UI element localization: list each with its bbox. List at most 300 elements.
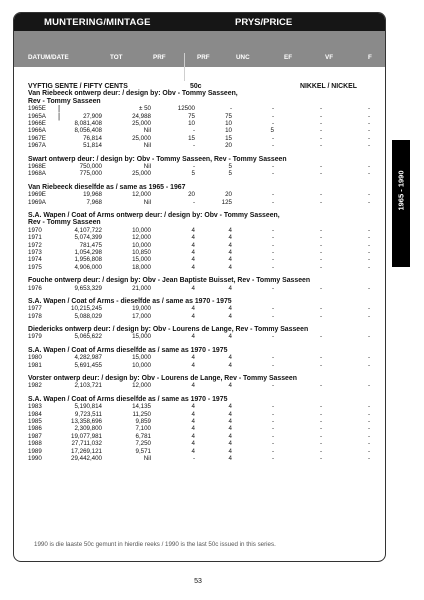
row-price-ef: - xyxy=(271,142,274,150)
row-price-prf: 4 xyxy=(191,447,195,455)
row-price-unc: 4 xyxy=(228,226,232,234)
row-price-prf: - xyxy=(192,127,195,135)
row-price-vf: - xyxy=(319,418,322,426)
row-price-vf: - xyxy=(319,142,322,150)
table-row xyxy=(28,455,378,462)
row-price-prf: 75 xyxy=(188,112,195,120)
table-row xyxy=(28,163,378,170)
row-price-vf: - xyxy=(319,134,322,142)
row-price-ef: - xyxy=(271,263,274,271)
row-price-f: - xyxy=(367,425,370,433)
row-price-ef: - xyxy=(271,241,274,249)
row-proof-mintage: 21,000 xyxy=(132,284,151,292)
row-price-ef: - xyxy=(271,234,274,242)
row-price-ef: - xyxy=(271,354,274,362)
row-price-f: - xyxy=(367,170,370,178)
row-price-unc: 4 xyxy=(228,432,232,440)
section-title: S.A. Wapen / Coat of Arms ontwerp deur: / design by: Obv - Tommy Sasseen, xyxy=(28,211,280,219)
table-row xyxy=(28,313,378,320)
row-price-unc: 4 xyxy=(228,403,232,411)
row-price-ef: - xyxy=(271,191,274,199)
row-price-unc: 4 xyxy=(228,263,232,271)
row-proof-mintage: 10,850 xyxy=(132,248,151,256)
row-price-unc: - xyxy=(229,105,232,113)
row-total-mintage: 5,074,399 xyxy=(74,234,102,242)
row-total-mintage: 9,653,329 xyxy=(74,284,102,292)
row-price-f: - xyxy=(367,354,370,362)
row-proof-mintage: 25,000 xyxy=(132,134,151,142)
row-price-ef: - xyxy=(271,361,274,369)
row-total-mintage: 27,909 xyxy=(83,112,102,120)
side-tab-label: 1965 - 1990 xyxy=(396,170,406,211)
row-price-prf: 4 xyxy=(191,410,195,418)
bracket-mark: | xyxy=(58,104,61,114)
row-price-unc: 4 xyxy=(228,410,232,418)
row-date: 1969A xyxy=(28,198,46,206)
row-total-mintage: 5,691,455 xyxy=(74,361,102,369)
row-price-unc: 4 xyxy=(228,284,232,292)
row-total-mintage: 1,956,808 xyxy=(74,256,102,264)
row-price-unc: 4 xyxy=(228,425,232,433)
coin-title: VYFTIG SENTE / FIFTY CENTS xyxy=(28,83,128,90)
table-row xyxy=(28,305,378,312)
row-date: 1974 xyxy=(28,256,42,264)
row-date: 1967A xyxy=(28,142,46,150)
row-date: 1986 xyxy=(28,425,42,433)
mintage-title: MUNTERING/MINTAGE xyxy=(44,17,151,28)
row-proof-mintage: 12,000 xyxy=(132,191,151,199)
row-price-prf: 4 xyxy=(191,440,195,448)
row-price-vf: - xyxy=(319,361,322,369)
row-price-prf: 4 xyxy=(191,418,195,426)
row-price-unc: 75 xyxy=(225,112,232,120)
row-price-prf: 4 xyxy=(191,333,195,341)
row-proof-mintage: Nil xyxy=(143,455,151,462)
row-price-ef: - xyxy=(271,333,274,341)
table-row xyxy=(28,191,378,198)
section-title: Swart ontwerp deur: / design by: Obv - Tommy Sasseen, Rev - Tommy Sasseen xyxy=(28,155,287,163)
col-tot: TOT xyxy=(110,54,123,61)
table-row xyxy=(28,234,378,241)
row-price-unc: 4 xyxy=(228,333,232,341)
row-price-vf: - xyxy=(319,127,322,135)
table-row xyxy=(28,135,378,142)
row-proof-mintage: 25,000 xyxy=(132,120,151,127)
row-price-f: - xyxy=(367,256,370,264)
row-date: 1987 xyxy=(28,432,42,440)
section-title: S.A. Wapen / Coat of Arms dieselfde as / same as 1970 - 1975 xyxy=(28,346,228,354)
table-row xyxy=(28,120,378,127)
row-date: 1988 xyxy=(28,440,42,448)
row-date: 1990 xyxy=(28,455,42,462)
table-row xyxy=(28,382,378,389)
row-price-vf: - xyxy=(319,382,322,390)
row-proof-mintage: 6,781 xyxy=(135,432,151,440)
row-price-ef: - xyxy=(271,410,274,418)
row-date: 1971 xyxy=(28,234,42,242)
side-tab xyxy=(392,140,410,267)
row-price-ef: - xyxy=(271,134,274,142)
row-price-vf: - xyxy=(319,403,322,411)
row-date: 1983 xyxy=(28,403,42,411)
row-price-f: - xyxy=(367,284,370,292)
row-price-unc: 20 xyxy=(225,191,232,199)
row-proof-mintage: ± 50 xyxy=(139,105,151,113)
table-row xyxy=(28,170,378,177)
table-row xyxy=(28,199,378,206)
row-total-mintage: 4,107,722 xyxy=(74,226,102,234)
row-price-vf: - xyxy=(319,256,322,264)
table-row xyxy=(28,411,378,418)
row-total-mintage: 19,077,981 xyxy=(71,432,102,440)
row-price-f: - xyxy=(367,312,370,320)
row-price-ef: - xyxy=(271,112,274,120)
row-proof-mintage: 10,000 xyxy=(132,361,151,369)
row-proof-mintage: 25,000 xyxy=(132,170,151,178)
row-total-mintage: 13,358,696 xyxy=(71,418,102,426)
table-row xyxy=(28,242,378,249)
row-proof-mintage: 15,000 xyxy=(132,354,151,362)
row-price-f: - xyxy=(367,305,370,313)
row-price-vf: - xyxy=(319,425,322,433)
row-total-mintage: 775,000 xyxy=(79,170,102,178)
row-price-vf: - xyxy=(319,354,322,362)
row-price-prf: 4 xyxy=(191,241,195,249)
table-row xyxy=(28,440,378,447)
row-price-prf: - xyxy=(192,198,195,206)
row-proof-mintage: Nil xyxy=(143,162,151,170)
row-date: 1972 xyxy=(28,241,42,249)
coin-denomination: 50c xyxy=(190,83,202,90)
row-price-prf: 4 xyxy=(191,248,195,256)
row-proof-mintage: 24,988 xyxy=(132,112,151,120)
row-price-vf: - xyxy=(319,440,322,448)
row-total-mintage: 781,475 xyxy=(79,241,102,249)
row-price-unc: 4 xyxy=(228,248,232,256)
row-price-f: - xyxy=(367,361,370,369)
table-row xyxy=(28,264,378,271)
table-row xyxy=(28,354,378,361)
col-date: DATUM/DATE xyxy=(28,54,69,61)
table-row xyxy=(28,418,378,425)
row-price-f: - xyxy=(367,410,370,418)
section-title-continued: Rev - Tommy Sasseen xyxy=(28,219,101,227)
row-total-mintage: 8,056,408 xyxy=(74,127,102,135)
row-price-unc: 4 xyxy=(228,440,232,448)
row-price-prf: 4 xyxy=(191,256,195,264)
row-total-mintage: 29,442,400 xyxy=(71,455,102,462)
row-price-f: - xyxy=(367,120,370,127)
column-header xyxy=(14,31,385,67)
row-price-vf: - xyxy=(319,105,322,113)
row-price-ef: 5 xyxy=(270,127,274,135)
row-price-unc: 10 xyxy=(225,120,232,127)
section-title: Fouche ontwerp deur: / design by: Obv - Jean Baptiste Buisset, Rev - Tommy Sasseen xyxy=(28,277,311,285)
table-row xyxy=(28,425,378,432)
row-price-ef: - xyxy=(271,226,274,234)
row-price-prf: 4 xyxy=(191,382,195,390)
row-price-unc: 10 xyxy=(225,127,232,135)
table-row xyxy=(28,403,378,410)
row-price-prf: 4 xyxy=(191,234,195,242)
row-total-mintage: 5,190,814 xyxy=(74,403,102,411)
row-price-unc: 4 xyxy=(228,382,232,390)
row-proof-mintage: 18,000 xyxy=(132,263,151,271)
row-price-prf: 4 xyxy=(191,432,195,440)
row-price-unc: 4 xyxy=(228,256,232,264)
row-price-vf: - xyxy=(319,241,322,249)
row-price-vf: - xyxy=(319,455,322,462)
row-price-prf: - xyxy=(192,142,195,150)
row-price-f: - xyxy=(367,333,370,341)
row-proof-mintage: 12,000 xyxy=(132,234,151,242)
row-price-f: - xyxy=(367,432,370,440)
row-total-mintage: 4,282,987 xyxy=(74,354,102,362)
row-price-f: - xyxy=(367,241,370,249)
row-price-unc: 4 xyxy=(228,305,232,313)
table-row xyxy=(28,362,378,369)
row-price-ef: - xyxy=(271,120,274,127)
row-total-mintage: 76,814 xyxy=(83,134,102,142)
row-price-ef: - xyxy=(271,447,274,455)
row-price-vf: - xyxy=(319,120,322,127)
row-price-unc: 4 xyxy=(228,354,232,362)
row-total-mintage: 27,711,032 xyxy=(71,440,102,448)
bracket-mark: | xyxy=(58,111,61,121)
row-total-mintage: 17,269,121 xyxy=(71,447,102,455)
section-title: Vorster ontwerp deur: / design by: Obv - Lourens de Lange, Rev - Tommy Sasseen xyxy=(28,375,297,383)
row-date: 1965A xyxy=(28,112,46,120)
row-proof-mintage: 17,000 xyxy=(132,312,151,320)
row-total-mintage: 10,215,245 xyxy=(71,305,102,313)
row-price-unc: 125 xyxy=(221,198,232,206)
row-price-f: - xyxy=(367,142,370,150)
row-price-f: - xyxy=(367,134,370,142)
table-row xyxy=(28,433,378,440)
row-price-vf: - xyxy=(319,226,322,234)
row-proof-mintage: 10,000 xyxy=(132,226,151,234)
row-date: 1975 xyxy=(28,263,42,271)
row-price-f: - xyxy=(367,198,370,206)
row-proof-mintage: Nil xyxy=(143,127,151,135)
row-total-mintage: 51,814 xyxy=(83,142,102,150)
row-price-prf: 4 xyxy=(191,226,195,234)
row-price-f: - xyxy=(367,234,370,242)
row-price-ef: - xyxy=(271,284,274,292)
row-date: 1969E xyxy=(28,191,46,199)
row-date: 1979 xyxy=(28,333,42,341)
row-price-ef: - xyxy=(271,403,274,411)
catalog-table xyxy=(13,12,386,562)
col-ef: EF xyxy=(284,54,293,61)
row-price-prf: 20 xyxy=(188,191,195,199)
row-price-prf: 4 xyxy=(191,263,195,271)
col-prf: PRF xyxy=(197,54,210,61)
row-price-unc: 4 xyxy=(228,447,232,455)
row-price-vf: - xyxy=(319,432,322,440)
section-title: S.A. Wapen / Coat of Arms dieselfde as / same as 1970 - 1975 xyxy=(28,395,228,403)
row-total-mintage: 19,968 xyxy=(83,191,102,199)
row-total-mintage: 7,968 xyxy=(86,198,102,206)
row-price-unc: 4 xyxy=(228,241,232,249)
row-price-f: - xyxy=(367,403,370,411)
row-price-ef: - xyxy=(271,440,274,448)
row-price-vf: - xyxy=(319,191,322,199)
row-price-ef: - xyxy=(271,425,274,433)
row-price-unc: 4 xyxy=(228,418,232,426)
row-date: 1978 xyxy=(28,312,42,320)
col-unc: UNC xyxy=(236,54,250,61)
row-price-vf: - xyxy=(319,198,322,206)
row-price-prf: 4 xyxy=(191,312,195,320)
col-f: F xyxy=(368,54,372,61)
row-total-mintage: 750,000 xyxy=(79,162,102,170)
row-price-vf: - xyxy=(319,284,322,292)
row-proof-mintage: 15,000 xyxy=(132,256,151,264)
row-proof-mintage: 7,250 xyxy=(135,440,151,448)
row-proof-mintage: Nil xyxy=(143,198,151,206)
row-date: 1968A xyxy=(28,170,46,178)
row-price-vf: - xyxy=(319,447,322,455)
row-date: 1981 xyxy=(28,361,42,369)
row-price-prf: - xyxy=(192,162,195,170)
table-row xyxy=(28,285,378,292)
row-price-ef: - xyxy=(271,248,274,256)
row-proof-mintage: Nil xyxy=(143,142,151,150)
table-row xyxy=(28,142,378,149)
row-price-prf: 5 xyxy=(191,170,195,178)
row-price-vf: - xyxy=(319,410,322,418)
table-row xyxy=(28,333,378,340)
row-price-ef: - xyxy=(271,162,274,170)
header-bar xyxy=(14,13,385,31)
table-row xyxy=(28,227,378,234)
row-price-ef: - xyxy=(271,382,274,390)
row-total-mintage: 5,088,029 xyxy=(74,312,102,320)
row-total-mintage: 5,065,622 xyxy=(74,333,102,341)
row-price-ef: - xyxy=(271,312,274,320)
table-row xyxy=(28,105,378,112)
row-proof-mintage: 9,571 xyxy=(135,447,151,455)
row-date: 1965E xyxy=(28,105,46,113)
row-price-f: - xyxy=(367,447,370,455)
row-date: 1966A xyxy=(28,127,46,135)
table-row xyxy=(28,249,378,256)
row-total-mintage: 9,723,511 xyxy=(74,410,102,418)
row-price-f: - xyxy=(367,191,370,199)
row-price-vf: - xyxy=(319,170,322,178)
row-price-prf: 12500 xyxy=(177,105,195,113)
section-title: Van Riebeeck ontwerp deur: / design by: Obv - Tommy Sasseen, xyxy=(28,90,238,98)
row-price-f: - xyxy=(367,418,370,426)
row-price-unc: 20 xyxy=(225,142,232,150)
row-date: 1968E xyxy=(28,162,46,170)
col-vf: VF xyxy=(325,54,334,61)
row-price-vf: - xyxy=(319,234,322,242)
row-date: 1966E xyxy=(28,120,46,127)
row-proof-mintage: 15,000 xyxy=(132,333,151,341)
coin-listing xyxy=(28,69,378,462)
row-price-vf: - xyxy=(319,248,322,256)
row-price-vf: - xyxy=(319,112,322,120)
row-price-unc: 5 xyxy=(228,162,232,170)
row-price-ef: - xyxy=(271,105,274,113)
row-total-mintage: 1,054,298 xyxy=(74,248,102,256)
row-proof-mintage: 14,135 xyxy=(132,403,151,411)
row-price-prf: 4 xyxy=(191,354,195,362)
row-price-f: - xyxy=(367,382,370,390)
row-total-mintage: 2,309,800 xyxy=(74,425,102,433)
row-price-prf: 10 xyxy=(188,120,195,127)
row-price-prf: 4 xyxy=(191,284,195,292)
row-proof-mintage: 10,000 xyxy=(132,241,151,249)
row-price-unc: 4 xyxy=(228,312,232,320)
section-title: Diedericks ontwerp deur: / design by: Obv - Lourens de Lange, Rev - Tommy Sasseen xyxy=(28,326,309,334)
row-proof-mintage: 19,000 xyxy=(132,305,151,313)
row-price-vf: - xyxy=(319,305,322,313)
row-price-ef: - xyxy=(271,170,274,178)
row-price-prf: 4 xyxy=(191,425,195,433)
table-row xyxy=(28,448,378,455)
row-price-ef: - xyxy=(271,256,274,264)
section-title: Van Riebeeck dieselfde as / same as 1965 - 1967 xyxy=(28,183,186,191)
row-price-ef: - xyxy=(271,305,274,313)
row-price-f: - xyxy=(367,105,370,113)
row-price-ef: - xyxy=(271,198,274,206)
row-proof-mintage: 7,100 xyxy=(135,425,151,433)
row-price-ef: - xyxy=(271,418,274,426)
row-total-mintage: 2,103,721 xyxy=(74,382,102,390)
row-price-f: - xyxy=(367,127,370,135)
row-proof-mintage: 9,859 xyxy=(135,418,151,426)
row-price-unc: 4 xyxy=(228,455,232,462)
row-date: 1967E xyxy=(28,134,46,142)
row-price-f: - xyxy=(367,440,370,448)
row-proof-mintage: 12,000 xyxy=(132,382,151,390)
row-price-prf: 15 xyxy=(188,134,195,142)
row-date: 1980 xyxy=(28,354,42,362)
coin-heading xyxy=(28,83,378,90)
row-price-f: - xyxy=(367,263,370,271)
row-price-prf: - xyxy=(192,455,195,462)
row-price-vf: - xyxy=(319,333,322,341)
table-row xyxy=(28,256,378,263)
row-price-prf: 4 xyxy=(191,403,195,411)
row-price-vf: - xyxy=(319,162,322,170)
row-price-f: - xyxy=(367,226,370,234)
row-price-f: - xyxy=(367,248,370,256)
row-date: 1982 xyxy=(28,382,42,390)
row-price-f: - xyxy=(367,162,370,170)
section-title-continued: Rev - Tommy Sasseen xyxy=(28,97,101,105)
row-price-vf: - xyxy=(319,312,322,320)
price-title: PRYS/PRICE xyxy=(235,17,293,28)
row-date: 1977 xyxy=(28,305,42,313)
table-row xyxy=(28,127,378,134)
row-price-unc: 15 xyxy=(225,134,232,142)
section-title: S.A. Wapen / Coat of Arms - dieselfde as / same as 1970 - 1975 xyxy=(28,297,232,305)
row-total-mintage: 8,081,408 xyxy=(74,120,102,127)
row-price-prf: 4 xyxy=(191,361,195,369)
row-price-unc: 5 xyxy=(228,170,232,178)
row-date: 1976 xyxy=(28,284,42,292)
row-price-f: - xyxy=(367,112,370,120)
row-proof-mintage: 11,250 xyxy=(132,410,151,418)
row-date: 1989 xyxy=(28,447,42,455)
col-prf-mintage: PRF xyxy=(153,54,166,61)
row-price-ef: - xyxy=(271,455,274,462)
row-price-unc: 4 xyxy=(228,361,232,369)
